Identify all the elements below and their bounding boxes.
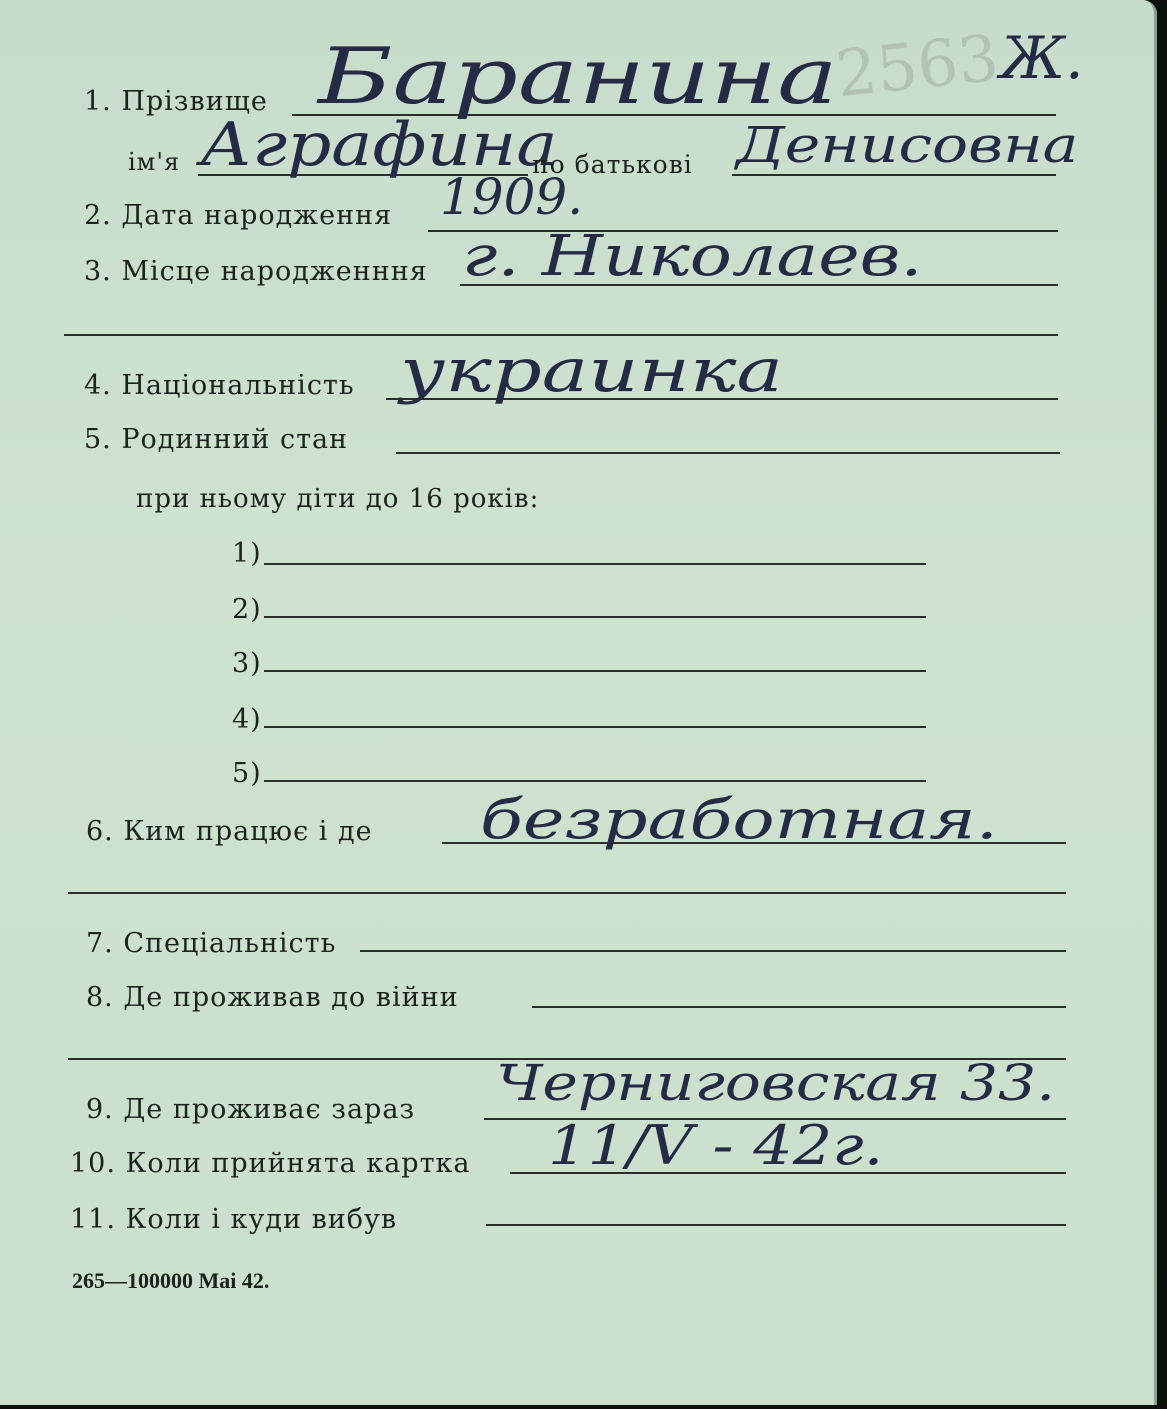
registry-number-stamp: 2563 xyxy=(832,21,1003,113)
child-1-label: 1) xyxy=(232,538,262,569)
surname-label: 1. Прізвище xyxy=(84,86,268,117)
children-label: при ньому діти до 16 років: xyxy=(136,484,540,514)
child-2-label: 2) xyxy=(232,594,262,625)
card-accepted-label: 10. Коли прийнята картка xyxy=(70,1148,471,1179)
patronymic-value: Денисовна xyxy=(736,116,1079,174)
nationality-label: 4. Національність xyxy=(84,370,355,401)
child-5-line xyxy=(264,780,926,782)
child-3-line xyxy=(264,670,926,672)
birth-date-value: 1909. xyxy=(440,168,584,226)
departure-label: 11. Коли і куди вибув xyxy=(70,1204,398,1235)
occupation-label: 6. Ким працює і де xyxy=(86,816,373,847)
occupation-value: безработная. xyxy=(480,788,999,851)
child-2-line xyxy=(264,616,926,618)
patronymic-line xyxy=(732,174,1056,176)
child-3-label: 3) xyxy=(232,648,262,679)
birth-date-label: 2. Дата народження xyxy=(84,200,393,231)
family-status-line xyxy=(396,452,1060,454)
birth-place-label: 3. Місце народженння xyxy=(84,256,428,287)
specialty-label: 7. Спеціальність xyxy=(86,928,337,959)
print-code: 265—100000 Mai 42. xyxy=(72,1268,270,1293)
surname-value: Баранина xyxy=(318,32,838,122)
first-name-value: Аграфина xyxy=(200,110,558,180)
child-5-label: 5) xyxy=(232,758,262,789)
registry-number-suffix: Ж. xyxy=(1000,24,1084,92)
prewar-residence-label: 8. Де проживав до війни xyxy=(86,982,459,1013)
family-status-label: 5. Родинний стан xyxy=(84,424,349,455)
prewar-residence-line xyxy=(532,1006,1066,1008)
departure-line xyxy=(486,1224,1066,1226)
patronymic-label: по батькові xyxy=(532,150,693,179)
current-residence-value: Черниговская 33. xyxy=(496,1054,1056,1112)
occupation-extra-line xyxy=(68,892,1066,894)
card-accepted-value: 11/V - 42г. xyxy=(548,1114,884,1177)
child-4-label: 4) xyxy=(232,704,262,735)
nationality-value: украинка xyxy=(400,336,783,406)
current-residence-label: 9. Де проживає зараз xyxy=(86,1094,416,1125)
first-name-label: ім'я xyxy=(128,148,181,176)
child-1-line xyxy=(264,563,926,565)
child-4-line xyxy=(264,726,926,728)
birth-place-value: г. Николаев. xyxy=(462,224,923,289)
specialty-line xyxy=(360,950,1066,952)
